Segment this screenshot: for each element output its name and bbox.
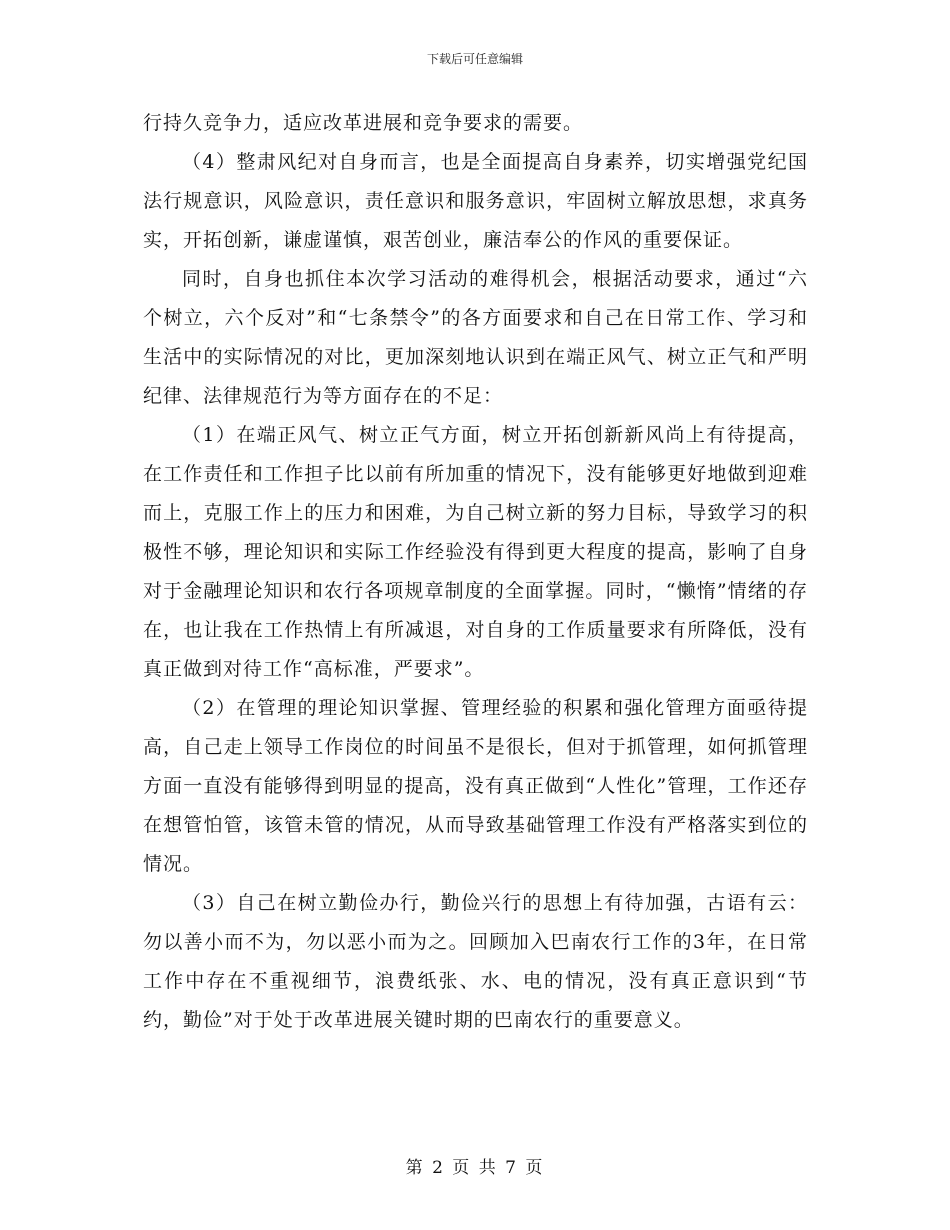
document-body (143, 104, 808, 1040)
paragraph-item-2: （2）在管理的理论知识掌握、管理经验的积累和强化管理方面亟待提高，自己走上领导工作岗位的时间虽不是很长，但对于抓管理，如何抓管理方面一直没有能够得到明显的提高，没有真正做到“人性化”管理，工作还存在想管怕管，该管未管的情况，从而导致基础管理工作没有严格落实到位的情况。 (143, 697, 808, 875)
page-number: 第 2 页 共 7 页 (405, 1158, 545, 1178)
paragraph-item-3: （3）自己在树立勤俭办行，勤俭兴行的思想上有待加强，古语有云：勿以善小而不为，勿以恶小而为之。回顾加入巴南农行工作的3年，在日常工作中存在不重视细节，浪费纸张、水、电的情况，没有真正意识到“节约，勤俭”对于处于改革进展关键时期的巴南农行的重要意义。 (143, 892, 808, 1031)
paragraph-self-review: 同时，自身也抓住本次学习活动的难得机会，根据活动要求，通过“六个树立，六个反对”和“七条禁令”的各方面要求和自己在日常工作、学习和生活中的实际情况的对比，更加深刻地认识到在端正风气、树立正气和严明纪律、法律规范行为等方面存在的不足： (143, 268, 808, 407)
paragraph-continuation: 行持久竞争力，适应改革进展和竞争要求的需要。 (143, 112, 584, 134)
paragraph-item-4: （4）整肃风纪对自身而言，也是全面提高自身素养，切实增强党纪国法行规意识，风险意识，责任意识和服务意识，牢固树立解放思想，求真务实，开拓创新，谦虚谨慎，艰苦创业，廉洁奉公的作风的重要保证。 (143, 151, 808, 251)
paragraph-item-1: （1）在端正风气、树立正气方面，树立开拓创新新风尚上有待提高，在工作责任和工作担子比以前有所加重的情况下，没有能够更好地做到迎难而上，克服工作上的压力和困难，为自己树立新的努力目标，导致学习的积极性不够，理论知识和实际工作经验没有得到更大程度的提高，影响了自身对于金融理论知识和农行各项规章制度的全面掌握。同时，“懒惰”情绪的存在，也让我在工作热情上有所减退，对自身的工作质量要求有所降低，没有真正做到对待工作“高标准，严要求”。 (143, 424, 808, 680)
page-header: 下载后可任意编辑 (426, 52, 523, 66)
